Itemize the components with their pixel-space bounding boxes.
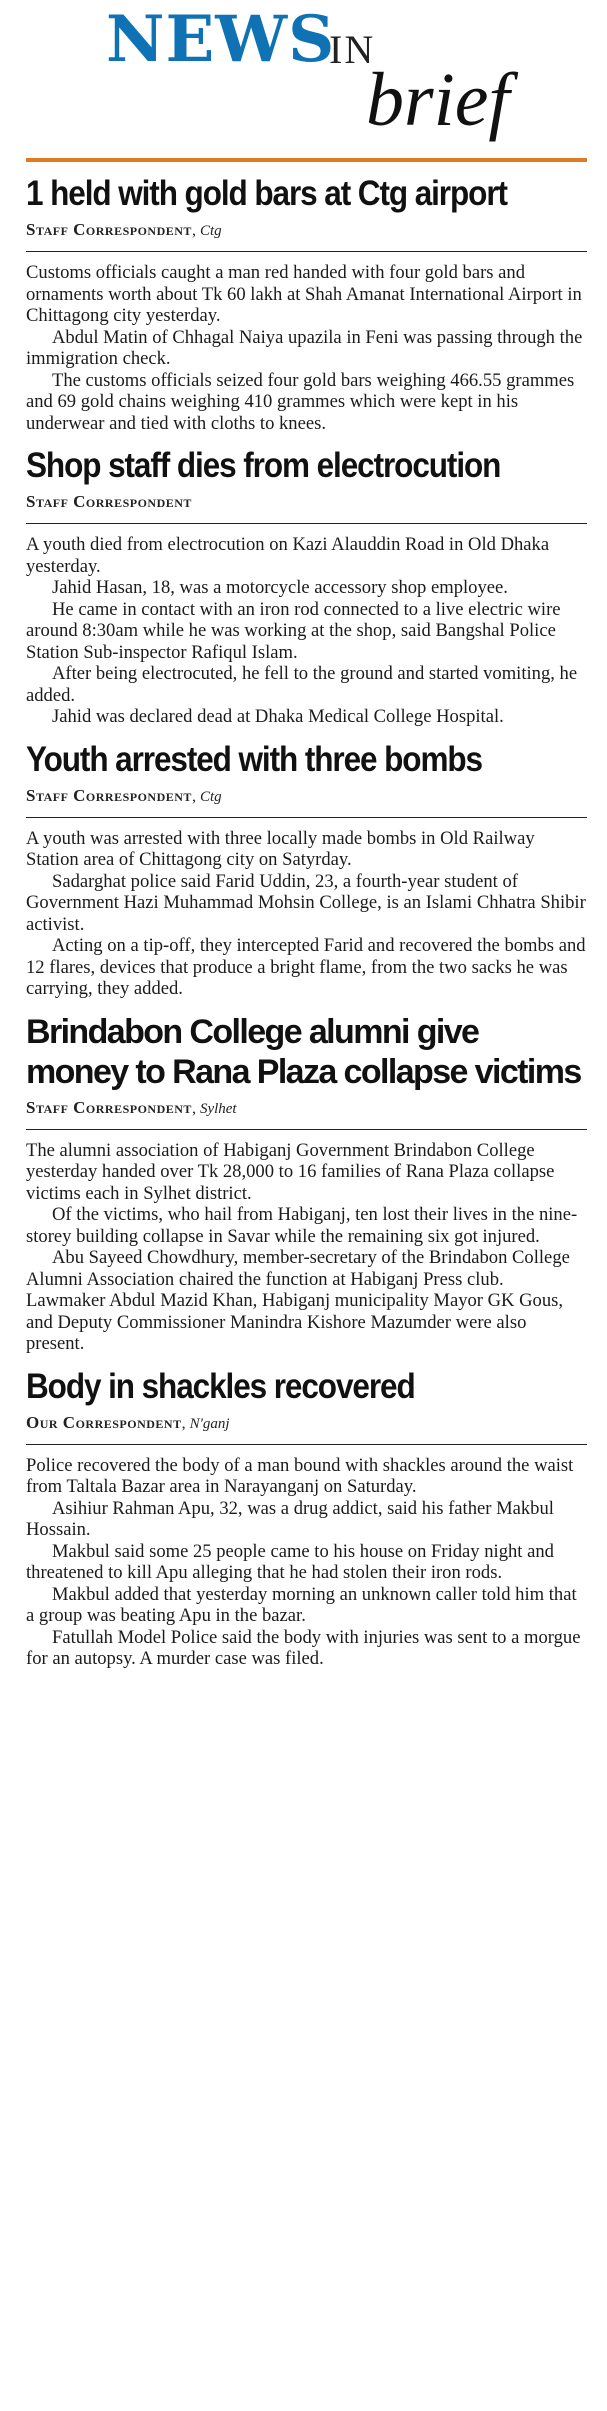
article-paragraph: Customs officials caught a man red handed with four gold bars and ornaments worth about Tk 60 lakh at Shah Amanat International Airport in Chittagong city yesterday. bbox=[26, 262, 582, 326]
article-body bbox=[26, 1140, 587, 1355]
article-byline bbox=[26, 492, 587, 524]
article-paragraph: Fatullah Model Police said the body with injuries was sent to a morgue for an autopsy. A murder case was filed. bbox=[26, 1626, 581, 1669]
article-paragraph: Police recovered the body of a man bound with shackles around the waist from Taltala Bazar area in Narayanganj on Saturday. bbox=[26, 1454, 574, 1497]
byline-name: Staff Correspondent bbox=[26, 220, 192, 239]
article-paragraph: After being electrocuted, he fell to the ground and started vomiting, he added. bbox=[26, 663, 578, 706]
article-body bbox=[26, 534, 587, 728]
article-body-in-shackles bbox=[26, 1367, 587, 1670]
byline-name: Staff Correspondent bbox=[26, 492, 192, 511]
article-byline: Staff Correspondent, Ctg bbox=[26, 220, 587, 252]
article-paragraph: Asihiur Rahman Apu, 32, was a drug addict, said his father Makbul Hossain. bbox=[26, 1497, 554, 1540]
article-gold-bars bbox=[26, 174, 587, 434]
masthead-news: NEWS bbox=[106, 2, 336, 77]
article-byline: Our Correspondent, N'ganj bbox=[26, 1413, 587, 1445]
article-headline: Shop staff dies from electrocution bbox=[26, 446, 501, 485]
article-electrocution bbox=[26, 446, 587, 728]
article-paragraph: Jahid Hasan, 18, was a motorcycle accessory shop employee. bbox=[52, 577, 508, 598]
article-paragraph: Acting on a tip-off, they intercepted Farid and recovered the bombs and 12 flares, devices that produce a bright flame, from the two sacks he was carrying, they added. bbox=[26, 935, 586, 999]
byline-name: Our Correspondent bbox=[26, 1412, 182, 1432]
byline-name: Staff Correspondent bbox=[26, 1097, 192, 1117]
article-paragraph: Of the victims, who hail from Habiganj, ten lost their lives in the nine-storey building collapse in Savar while the remaining six got injured. bbox=[26, 1204, 578, 1247]
byline-place: Sylhet bbox=[199, 1100, 237, 1117]
article-body bbox=[26, 1455, 587, 1670]
article-body bbox=[26, 262, 587, 434]
article-paragraph: Abdul Matin of Chhagal Naiya upazila in Feni was passing through the immigration check. bbox=[26, 326, 583, 369]
article-paragraph: Makbul added that yesterday morning an unknown caller told him that a group was beating Apu in the bazar. bbox=[26, 1583, 577, 1626]
article-paragraph: Abu Sayeed Chowdhury, member-secretary of the Brindabon College Alumni Association chaired the function at Habiganj Press club. Lawmaker Abdul Mazid Khan, Habiganj municipality Mayor GK Gous, and Deputy Commissioner Manindra Kishore Mazumder were also present. bbox=[26, 1247, 570, 1354]
masthead-brief: brief bbox=[366, 58, 510, 142]
article-paragraph: Sadarghat police said Farid Uddin, 23, a fourth-year student of Government Hazi Muhammad Mohsin College, is an Islami Chhatra Shibir activist. bbox=[26, 870, 586, 935]
masthead bbox=[26, 0, 587, 162]
article-paragraph: The customs officials seized four gold bars weighing 466.55 grammes and 69 gold chains weighing 410 grammes which were kept in his underwear and tied with cloths to knees. bbox=[26, 369, 575, 434]
article-headline: Body in shackles recovered bbox=[26, 1366, 415, 1406]
masthead-in: IN bbox=[329, 27, 376, 72]
article-paragraph: A youth was arrested with three locally made bombs in Old Railway Station area of Chittagong city on Satyrday. bbox=[26, 827, 535, 870]
article-paragraph: A youth died from electrocution on Kazi Alauddin Road in Old Dhaka yesterday. bbox=[26, 534, 550, 577]
article-paragraph: The alumni association of Habiganj Government Brindabon College yesterday handed over Tk 28,000 to 16 families of Rana Plaza collapse victims each in Sylhet district. bbox=[26, 1139, 555, 1204]
article-headline: 1 held with gold bars at Ctg airport bbox=[26, 174, 507, 213]
article-paragraph: Makbul said some 25 people came to his house on Friday night and threatened to kill Apu alleging that he had stolen their iron rods. bbox=[26, 1540, 554, 1583]
byline-name: Staff Correspondent bbox=[26, 785, 192, 805]
byline-place: Ctg bbox=[199, 788, 222, 805]
byline-place: N'ganj bbox=[189, 1415, 230, 1432]
article-headline: Youth arrested with three bombs bbox=[26, 739, 483, 779]
article-byline: Staff Correspondent, Sylhet bbox=[26, 1098, 587, 1130]
article-headline: Brindabon College alumni give money to Rana Plaza collapse victims bbox=[26, 1012, 581, 1091]
article-body bbox=[26, 828, 587, 1000]
byline-place: Ctg bbox=[199, 223, 222, 239]
article-paragraph: He came in contact with an iron rod connected to a live electric wire around 8:30am while he was working at the shop, said Bangshal Police Station Sub-inspector Rafiqul Islam. bbox=[26, 598, 561, 663]
article-three-bombs bbox=[26, 740, 587, 1000]
article-paragraph: Jahid was declared dead at Dhaka Medical College Hospital. bbox=[52, 706, 504, 727]
article-rana-plaza bbox=[26, 1012, 587, 1355]
article-byline: Staff Correspondent, Ctg bbox=[26, 786, 587, 818]
